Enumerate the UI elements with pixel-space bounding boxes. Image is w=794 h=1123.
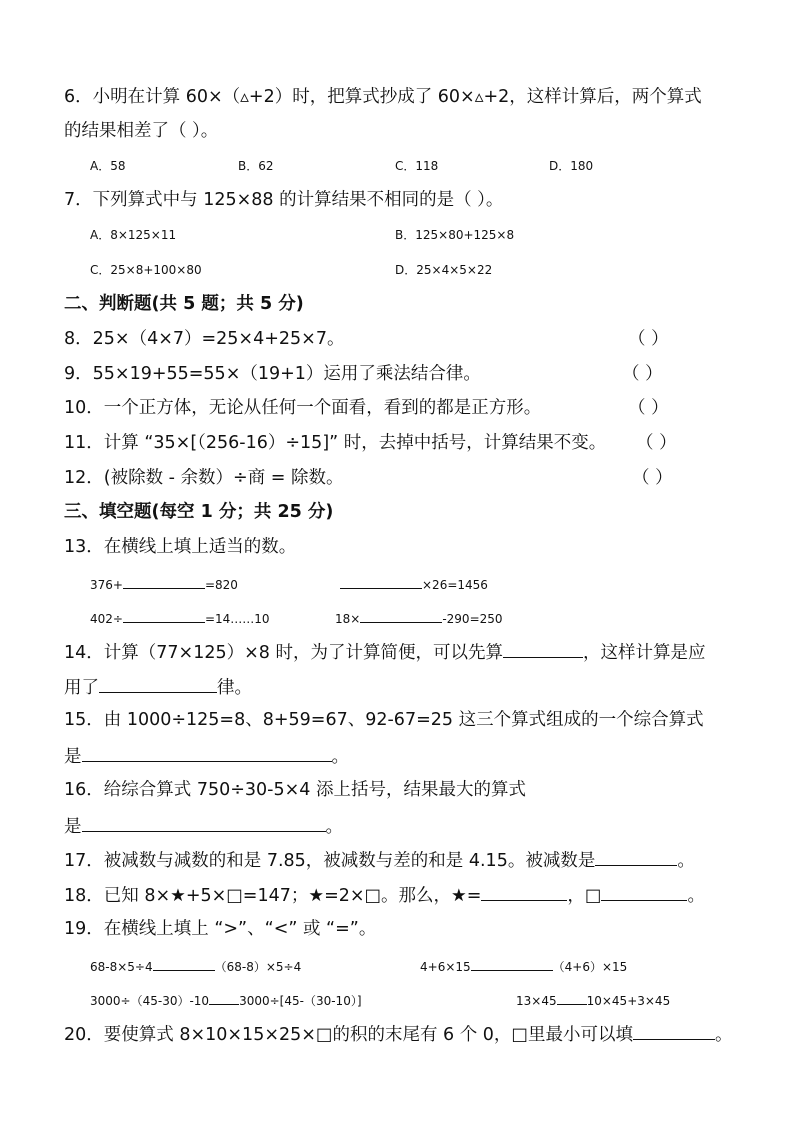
q7-option-c: C．25×8+100×80 [90, 263, 202, 277]
q6-line1: 6．小明在计算 60×（▵+2）时，把算式抄成了 60×▵+2，这样计算后，两个算式 [64, 87, 702, 107]
q14-blank-1[interactable] [503, 639, 583, 658]
q13-a [90, 570, 238, 597]
q19-c-post: 3000÷[45-（30-10）] [239, 994, 362, 1008]
q19-d-pre: 13×45 [516, 994, 557, 1008]
q18-line [64, 882, 705, 906]
q18-pre: 18．已知 8×★+5×□=147；★=2×□。那么，★= [64, 886, 482, 906]
q13-row1 [0, 570, 794, 594]
q15-line1: 15．由 1000÷125=8、8+59=67、92-67=25 这三个算式组成的一个综合算式 [64, 710, 704, 730]
q13-d-post: -290=250 [442, 612, 503, 626]
q13-d-pre: 18× [335, 612, 361, 626]
q13-d [335, 604, 503, 631]
q19-c [90, 986, 362, 1013]
q14-line2-pre: 用了 [64, 678, 99, 698]
judge-item-8: 8．25×（4×7）=25×4+25×7。 [64, 329, 345, 349]
q19-row2 [0, 986, 794, 1010]
section-3-title: 三、填空题(每空 1 分；共 25 分) [64, 502, 334, 522]
q13-b [340, 570, 488, 597]
q19-a-pre: 68-8×5÷4 [90, 960, 153, 974]
judge-item-11: 11．计算 “35×[（256-16）÷15]” 时，去掉中括号，计算结果不变。 [64, 433, 607, 453]
q14-line1-pre: 14．计算（77×125）×8 时，为了计算简便，可以先算 [64, 643, 503, 663]
q6-option-c: C．118 [395, 159, 439, 173]
q6-option-d: D．180 [549, 159, 594, 173]
q15-line2 [64, 743, 349, 767]
q14-line1 [64, 639, 705, 663]
q13-c [90, 604, 270, 631]
q16-line2-post: 。 [325, 817, 343, 837]
q13-c-pre: 402÷ [90, 612, 123, 626]
q19-row1 [0, 952, 794, 976]
q19-a-blank[interactable] [153, 952, 215, 971]
q18-blank-square[interactable] [601, 882, 687, 901]
q7-option-d: D．25×4×5×22 [395, 263, 493, 277]
q16-line2 [64, 813, 343, 837]
judge-answer-9[interactable]: （ ） [622, 364, 663, 384]
judge-item-12: 12．(被除数 - 余数）÷商 = 除数。 [64, 468, 344, 488]
q15-blank[interactable] [82, 743, 332, 762]
judge-answer-8[interactable]: （ ） [628, 329, 669, 349]
q6-option-a: A．58 [90, 159, 126, 173]
q19-b-blank[interactable] [471, 952, 553, 971]
q20-post: 。 [714, 1025, 733, 1045]
q6-option-b: B．62 [238, 159, 274, 173]
q17-post: 。 [677, 851, 695, 871]
judge-answer-11[interactable]: （ ） [636, 433, 677, 453]
q20-pre: 20．要使算式 8×10×15×25×□的积的末尾有 6 个 0，□里最小可以填 [64, 1025, 633, 1045]
q20-line [64, 1021, 732, 1045]
q6-options [0, 154, 794, 178]
q13-c-blank[interactable] [123, 604, 205, 623]
q19-c-pre: 3000÷（45-30）-10 [90, 994, 210, 1008]
q7-options-row1 [0, 223, 794, 247]
q7-options-row2 [0, 258, 794, 282]
q17-pre: 17．被减数与减数的和是 7.85，被减数与差的和是 4.15。被减数是 [64, 851, 596, 871]
q15-line2-pre: 是 [64, 747, 82, 767]
q19-d [516, 986, 670, 1013]
q13-a-post: =820 [204, 578, 238, 592]
q13-c-post: =14……10 [204, 612, 270, 626]
q13-stem: 13．在横线上填上适当的数。 [64, 537, 297, 557]
q15-line2-post: 。 [331, 747, 349, 767]
q13-b-post: ×26=1456 [422, 578, 488, 592]
q13-row2 [0, 604, 794, 628]
q16-blank[interactable] [82, 813, 326, 832]
q18-blank-star[interactable] [481, 882, 567, 901]
q19-c-blank[interactable] [209, 986, 239, 1005]
q14-line2-post: 律。 [217, 678, 252, 698]
q13-d-blank[interactable] [360, 604, 442, 623]
q7-option-a: A．8×125×11 [90, 228, 177, 242]
q19-b-pre: 4+6×15 [420, 960, 471, 974]
q16-line1: 16．给综合算式 750÷30-5×4 添上括号，结果最大的算式 [64, 780, 526, 800]
q19-a-post: （68-8）×5÷4 [214, 960, 302, 974]
q6-line2: 的结果相差了（ ）。 [64, 121, 219, 141]
judge-item-9: 9．55×19+55=55×（19+1）运用了乘法结合律。 [64, 364, 481, 384]
judge-answer-10[interactable]: （ ） [628, 398, 669, 418]
judge-item-10: 10．一个正方体，无论从任何一个面看，看到的都是正方形。 [64, 398, 542, 418]
q7-option-b: B．125×80+125×8 [395, 228, 515, 242]
q7-stem: 7．下列算式中与 125×88 的计算结果不相同的是（ ）。 [64, 190, 504, 210]
q14-blank-2[interactable] [99, 674, 217, 693]
q19-b [420, 952, 627, 979]
q19-d-post: 10×45+3×45 [586, 994, 671, 1008]
q13-a-blank[interactable] [123, 570, 205, 589]
q18-post: 。 [687, 886, 705, 906]
q16-line2-pre: 是 [64, 817, 82, 837]
section-2-title: 二、判断题(共 5 题；共 5 分) [64, 294, 304, 314]
q19-a [90, 952, 301, 979]
q19-b-post: （4+6）×15 [552, 960, 628, 974]
q19-d-blank[interactable] [557, 986, 587, 1005]
q13-a-pre: 376+ [90, 578, 123, 592]
q20-blank[interactable] [633, 1021, 715, 1040]
q14-line1-post: ，这样计算是应 [582, 643, 706, 663]
q17-blank[interactable] [595, 847, 677, 866]
q14-line2 [64, 674, 252, 698]
q13-b-blank[interactable] [340, 570, 422, 589]
judge-answer-12[interactable]: （ ） [632, 468, 673, 488]
q19-stem: 19．在横线上填上 “>”、“<” 或 “=”。 [64, 919, 377, 939]
q17-line [64, 847, 695, 871]
q18-mid: ，□ [567, 886, 602, 906]
